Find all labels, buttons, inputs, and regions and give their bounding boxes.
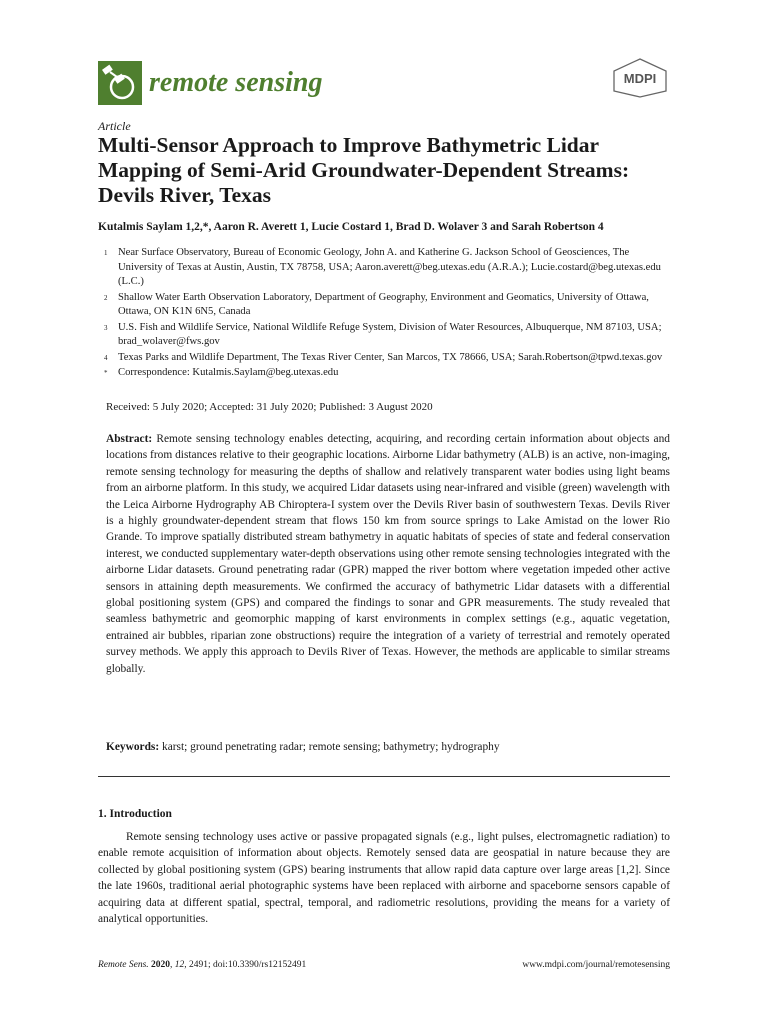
journal-abbrev: Remote Sens. <box>98 960 149 970</box>
correspondence-text: Correspondence: Kutalmis.Saylam@beg.utexas.edu <box>118 367 339 378</box>
affiliation-text: Near Surface Observatory, Bureau of Economic Geology, John A. and Katherine G. Jackson School of Geosciences, The University of Texas at Austin, Austin, TX 78758, USA; Aaron.averett@beg.utexas.edu (A.R.A.); Lucie.costard@beg.utexas.edu (L.C.) <box>118 247 661 288</box>
abstract-text: Remote sensing technology enables detecting, acquiring, and recording certain information about objects and locations from distances relative to their geographic locations. Airborne Lidar bathymetry (ALB) is an active, non-imaging, remote sensing technology for measuring the depths of shallow and relatively transparent water bodies using light beams from an airborne platform. In this study, we acquired Lidar datasets using near-infrared and visible (green) wavelength with the Leica Airborne Hydrography AB Chiroptera-I system over the Devils River basin of southwestern Texas. Devils River is a highly groundwater-dependent stream that flows 150 km from source springs to Lake Amistad on the lower Rio Grande. To improve spatially distributed stream bathymetry in aquatic habitats of species of state and federal conservation interest, we conducted supplementary water-depth observations using other remote sensing technologies integrated with the airborne Lidar datasets. Ground penetrating radar (GPR) mapped the river bottom where vegetation impeded other active sensors in attaining depth measurements. We confirmed the accuracy of bathymetric Lidar datasets with a differential global positioning system (GPS) and compared the findings to sonar and GPR measurements. The study revealed that seamless bathymetric and geomorphic mapping of karst environments in complex settings (e.g., aquatic vegetation, entrained air bubbles, riparian zone obstructions) require the integration of a variety of terrestrial and remotely operated survey methods. We apply this approach to Devils River of Texas. However, the methods are applicable to similar streams globally. <box>106 433 670 675</box>
affiliation-number: 3 <box>104 323 108 332</box>
publication-dates: Received: 5 July 2020; Accepted: 31 July 2020; Published: 3 August 2020 <box>106 401 433 413</box>
mdpi-logo-icon <box>612 58 668 98</box>
affiliation-item <box>104 321 674 350</box>
affiliation-text: Shallow Water Earth Observation Laboratory, Department of Geography, Environment and Geomatics, University of Ottawa, Ottawa, ON K1N 6N5, Canada <box>118 291 649 318</box>
publisher-label: MDPI <box>623 71 657 86</box>
affiliation-number: 2 <box>104 293 108 302</box>
journal-name: remote sensing <box>149 67 323 98</box>
citation-volume: 12 <box>174 960 185 970</box>
affiliation-number: 4 <box>104 353 108 362</box>
affiliation-number: 1 <box>104 249 108 257</box>
intro-paragraph: Remote sensing technology uses active or passive propagated signals (e.g., light pulses, electromagnetic radiation) to enable remote acquisition of information about objects. Remotely sensed data are geospatial in nature because they are collected by global positioning system (GPS) bearing instruments that allow rapid data capture over large areas [1,2]. Since the late 1960s, traditional aerial photographic systems have been replaced with airborne and spaceborne sensors capable of acquiring data at different spatial, spectral, temporal, and radiometric resolutions, providing the means for a variety of analytical opportunities. <box>98 831 670 926</box>
affiliations <box>104 246 674 381</box>
abstract <box>106 431 670 677</box>
affiliation-text: Texas Parks and Wildlife Department, The Texas River Center, San Marcos, TX 78666, USA; Sarah.Robertson@tpwd.texas.gov <box>118 351 663 363</box>
affiliation-item <box>104 351 674 366</box>
affiliation-text: U.S. Fish and Wildlife Service, National Wildlife Refuge System, Division of Water Resources, Albuquerque, NM 87103, USA; brad_wolaver@fws.gov <box>118 321 662 348</box>
correspondence-item <box>104 366 674 381</box>
section-heading: 1. Introduction <box>98 808 172 820</box>
keywords-label: Keywords: <box>106 741 160 753</box>
keywords-text: karst; ground penetrating radar; remote sensing; bathymetry; hydrography <box>162 741 500 753</box>
divider <box>98 776 670 777</box>
affiliation-item <box>104 246 674 290</box>
affiliation-number: * <box>104 369 108 377</box>
keywords <box>106 741 670 753</box>
abstract-label: Abstract: <box>106 433 153 445</box>
citation-rest: , 2491; doi:10.3390/rs12152491 <box>184 960 307 970</box>
article-type: Article <box>98 119 131 133</box>
citation: Remote Sens. 2020, 12, 2491; doi:10.3390/rs12152491 <box>98 960 307 970</box>
satellite-logo-icon <box>98 61 142 105</box>
author-list: Kutalmis Saylam 1,2,*, Aaron R. Averett 1, Lucie Costard 1, Brad D. Wolaver 3 and Sarah Robertson 4 <box>98 221 604 233</box>
article-title: Multi-Sensor Approach to Improve Bathymetric Lidar Mapping of Semi-Arid Groundwater-Dependent Streams: Devils River, Texas <box>98 133 630 207</box>
citation-year: 2020 <box>151 960 171 970</box>
journal-url[interactable]: www.mdpi.com/journal/remotesensing <box>522 960 670 970</box>
affiliation-item <box>104 291 674 320</box>
